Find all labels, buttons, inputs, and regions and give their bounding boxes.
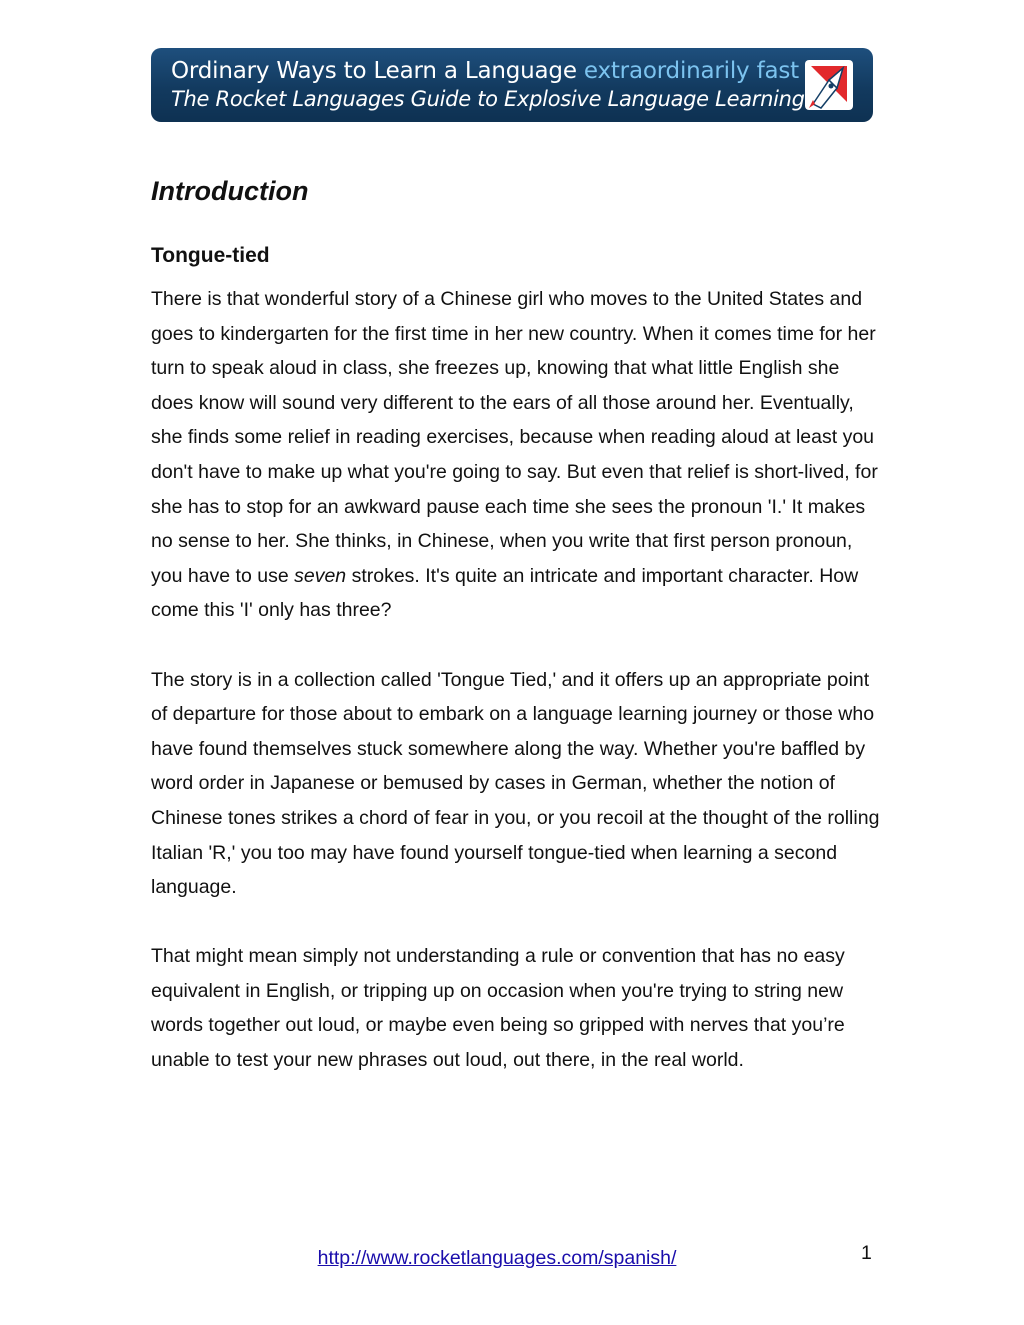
header-banner [151,48,873,122]
rocket-icon [803,58,855,112]
page-number: 1 [861,1242,872,1264]
article-body [151,282,881,1112]
paragraph-2: The story is in a collection called 'Tongue Tied,' and it offers up an appropriate point of departure for those about to embark on a language learning journey or those who have found themselves stuck somewhere along the way. Whether you're baffled by word order in Japanese or bemused by cases in German, whether the notion of Chinese tones strikes a chord of fear in you, or you recoil at the thought of the rolling Italian 'R,' you too may have found yourself tongue-tied when learning a second language. [151,668,880,899]
paragraph-1-emphasis: seven [294,564,347,587]
banner-title-main: Ordinary Ways to Learn a Language [171,58,577,84]
page-title: Introduction [151,176,309,206]
banner-title-accent: extraordinarily fast [583,58,799,84]
paragraph-1-text-end: strokes. It's quite an intricate and important character. How come this 'I' only has three? [151,564,859,622]
paragraph-3: That might mean simply not understanding a rule or convention that has no easy equivalent in English, or tripping up on occasion when you're trying to string new words together out loud, or maybe even being so gripped with nerves that you’re unable to test your new phrases out loud, out there, in the real world. [151,945,845,1072]
section-title: Tongue-tied [151,244,270,267]
footer-link[interactable]: http://www.rocketlanguages.com/spanish/ [317,1247,677,1269]
paragraph-1-text-start: There is that wonderful story of a Chinese girl who moves to the United States and goes to kindergarten for the first time in her new country. When it comes time for her turn to speak aloud in class, she freezes up, knowing that what little English she does know will sound very different to the ears of all those around her. Eventually, she finds some relief in reading exercises, because when reading aloud at least you don't have to make up what you're going to say. But even that relief is short-lived, for she has to stop for an awkward pause each time she sees the pronoun 'I.' It makes no sense to her. She thinks, in Chinese, when you write that first person pronoun, you have to use [151,288,878,587]
banner-subtitle: The Rocket Languages Guide to Explosive Language Learning [171,87,805,111]
banner-title [171,58,799,84]
paragraph-1 [151,282,881,628]
